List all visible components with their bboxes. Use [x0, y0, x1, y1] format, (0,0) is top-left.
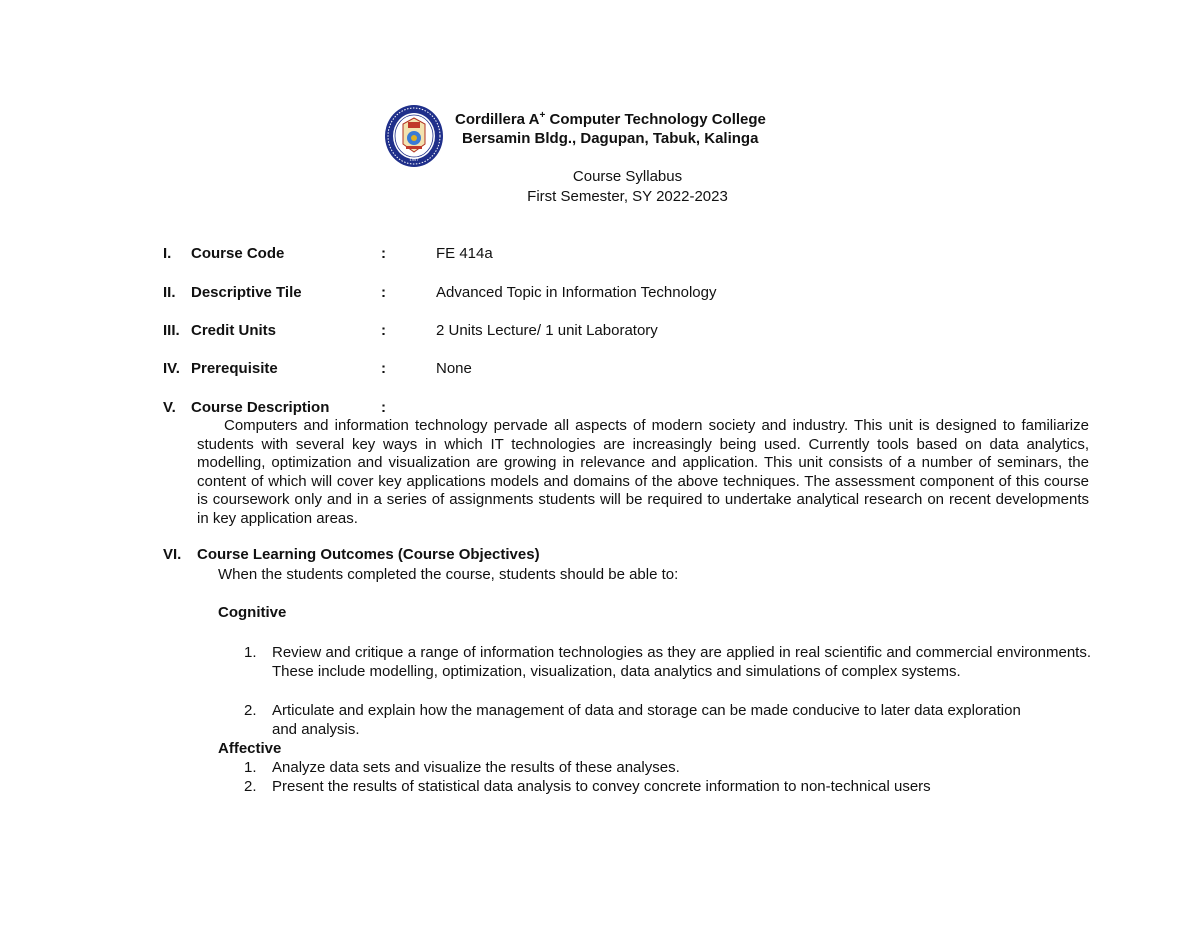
section-number: II.	[163, 284, 176, 301]
semester-line: First Semester, SY 2022-2023	[527, 188, 728, 205]
field-value: None	[436, 360, 472, 377]
field-label: Prerequisite	[191, 360, 278, 377]
course-description-text: Computers and information technology pervade all aspects of modern society and industry. This unit is designed to familiarize students with several key ways in which IT technologies are increasingly being used. Currently tools based on data analytics, modelling, optimization and visualization are growing in relevance and application. This unit consists of a number of seminars, the content of which will cover key applications models and domains of the above techniques. The assessment component of this course is coursework only and in a series of assignments students will be required to undertake analytical research on recent developments in key application areas.	[197, 417, 1089, 527]
section-number: V.	[163, 399, 176, 416]
college-seal-logo	[384, 104, 444, 168]
list-item: Review and critique a range of information technologies as they are applied in real scientific and commercial environments. These include modelling, optimization, visualization, data analytics and simulations of complex systems.	[272, 644, 1091, 680]
document-title: Course Syllabus	[572, 168, 683, 185]
section-number: VI.	[163, 546, 182, 563]
field-value: 2 Units Lecture/ 1 unit Laboratory	[436, 322, 658, 339]
list-item-number: 1.	[244, 644, 257, 661]
list-item-number: 1.	[244, 759, 257, 776]
college-address: Bersamin Bldg., Dagupan, Tabuk, Kalinga	[462, 130, 759, 147]
description-label: Course Description	[191, 399, 330, 416]
field-value: FE 414a	[436, 245, 493, 262]
college-name: Cordillera A+ Computer Technology College	[455, 110, 766, 128]
list-item: Present the results of statistical data analysis to convey concrete information to non-technical users	[272, 778, 931, 795]
outcomes-label: Course Learning Outcomes (Course Objectives)	[197, 546, 540, 563]
field-colon: :	[381, 284, 386, 301]
field-label: Course Code	[191, 245, 285, 262]
section-number: III.	[163, 322, 180, 339]
field-colon: :	[381, 360, 386, 377]
field-colon: :	[381, 322, 386, 339]
field-label: Credit Units	[191, 322, 277, 339]
section-number: IV.	[163, 360, 180, 377]
field-label: Descriptive Tile	[191, 284, 302, 301]
section-number: I.	[163, 245, 172, 262]
field-colon: :	[381, 245, 386, 262]
field-value: Advanced Topic in Information Technology	[436, 284, 717, 301]
list-item-number: 2.	[244, 778, 257, 795]
affective-heading: Affective	[218, 740, 282, 757]
college-name-superscript: +	[539, 110, 546, 121]
svg-text:1997: 1997	[409, 157, 419, 162]
list-item: Analyze data sets and visualize the results of these analyses.	[272, 759, 680, 776]
description-colon: :	[381, 399, 386, 416]
list-item-number: 2.	[244, 702, 257, 719]
cognitive-heading: Cognitive	[218, 604, 287, 621]
list-item: Articulate and explain how the management of data and storage can be made conducive to later data exploration and analysis.	[272, 702, 1021, 738]
outcomes-intro: When the students completed the course, students should be able to:	[218, 566, 679, 583]
